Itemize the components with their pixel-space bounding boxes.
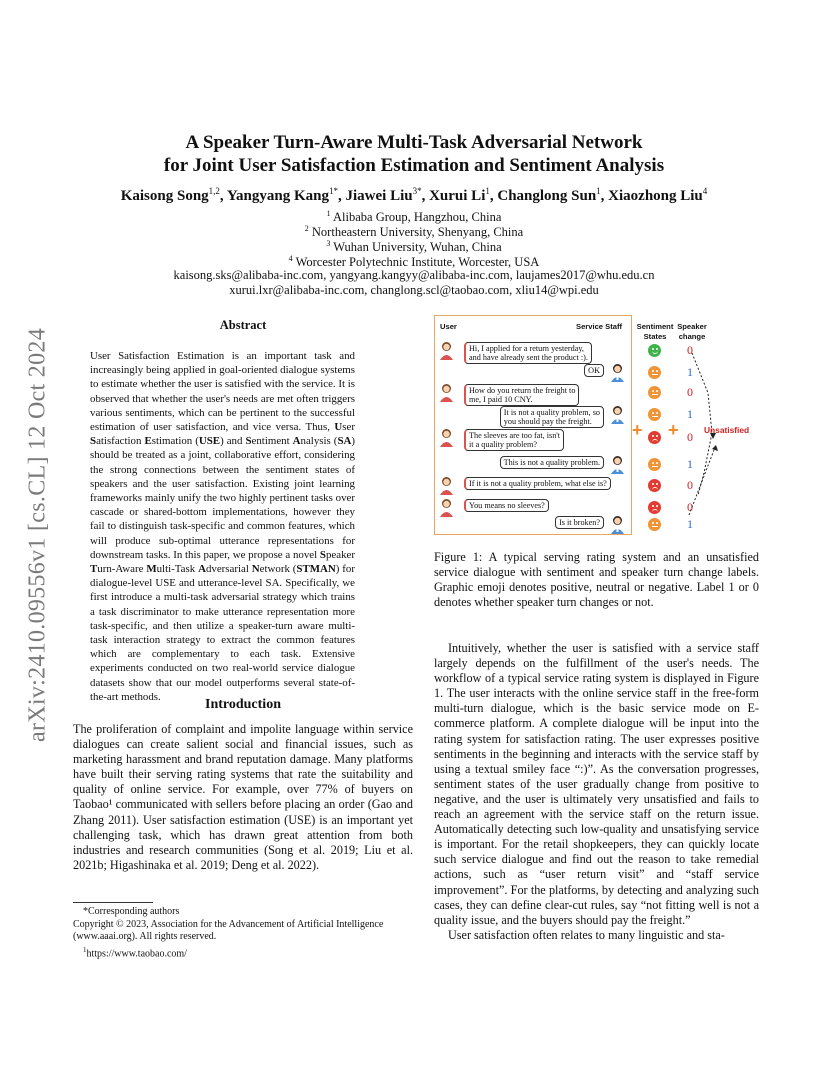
user-avatar-icon	[439, 476, 454, 495]
neutral-emoji-icon	[648, 458, 661, 471]
neutral-emoji-icon	[648, 386, 661, 399]
staff-avatar-icon	[610, 515, 625, 534]
speaker-change-value: 1	[687, 365, 693, 379]
unsatisfied-label: Unsatisfied	[704, 425, 750, 435]
sentiment-header: Sentiment States	[636, 322, 674, 341]
user-column-label: User	[440, 322, 457, 331]
footnote-rule	[73, 902, 153, 903]
emoji-mouth	[652, 350, 658, 354]
staff-message-bubble: OK	[584, 364, 604, 377]
plus-icon: +	[668, 420, 679, 440]
right-column-text: Intuitively, whether the user is satisfied with a service staff largely depends on the fulfillment of the user's needs. The workflow of a typical service rating system is displayed in Figure 1. The user interacts with the online service staff in the free-form multi-turn dialogue, which is the basic service mode on E-commerce platform. A complete dialogue will be input into the rating system for satisfaction rating. The user expresses positive sentiments in the beginning and interacts with the service staff by using a textual smiley face “:)”. As the conversation progresses, sentiment states of the user gradually change from positive to negative, and the user is ultimately very unsatisfied and fails to reach an agreement with the service staff on the return issue. Automatically detecting such low-quality and unsatisfying service is important. For the retail shopkeepers, they can quickly locate such service dialogue and find out the reason to take remedial actions, such as “user return visit” and “staff service improvement”. For the platforms, by detecting and analyzing such cases, they can define clear-cut rules, say “not fitting well is not a quality issue, and the buyers should pay the freight.” User satisfaction often relates to many linguistic and sta-	[434, 641, 759, 942]
emoji-mouth	[652, 526, 658, 527]
user-avatar-icon	[439, 428, 454, 447]
emails-line-1: kaisong.sks@alibaba-inc.com, yangyang.kangyy@alibaba-inc.com, laujames2017@whu.edu.cn	[173, 268, 655, 282]
user-avatar-icon	[439, 341, 454, 360]
user-message-bubble: If it is not a quality problem, what else is?	[464, 477, 611, 490]
user-message-bubble: The sleeves are too fat, isn't it a quality problem?	[464, 429, 564, 451]
footnote-url: $^1$https://www.taobao.com/	[83, 945, 187, 959]
staff-message-bubble: This is not a quality problem.	[500, 456, 604, 469]
introduction-heading: Introduction	[205, 697, 281, 712]
affiliation-2: $^2$ Northeastern University, Shenyang, China	[304, 224, 524, 240]
negative-emoji-icon	[648, 501, 661, 514]
speaker-change-value: 0	[687, 478, 693, 492]
neutral-emoji-icon	[648, 518, 661, 531]
speaker-change-value: 0	[687, 385, 693, 399]
speaker-change-value: 0	[687, 430, 693, 444]
neutral-emoji-icon	[648, 366, 661, 379]
paper-title	[0, 131, 828, 177]
author-list: Kaisong Song$^{1,2}$, Yangyang Kang$^{1*}$, Jiawei Liu$^{3*}$, Xurui Li$^1$, Changlong Sun$^1$, Xiaozhong Liu$^4$	[120, 186, 708, 204]
affiliation-4: $^4$ Worcester Polytechnic Institute, Worcester, USA	[288, 254, 540, 270]
emails-line-2: xurui.lxr@alibaba-inc.com, changlong.scl@taobao.com, xliu14@wpi.edu	[229, 283, 599, 297]
speaker-change-value: 1	[687, 407, 693, 421]
emoji-mouth	[652, 466, 658, 467]
emoji-mouth	[652, 487, 658, 491]
footnote-corresponding: *Corresponding authors	[83, 906, 180, 917]
staff-message-bubble: Is it broken?	[555, 516, 604, 529]
author-name: Xiaozhong Liu	[608, 188, 703, 204]
footnote-copyright: Copyright © 2023, Association for the Advancement of Artificial Intelligence (www.aaai.org). All rights reserved.	[73, 918, 384, 942]
speaker-change-value: 0	[687, 500, 693, 514]
emoji-mouth	[652, 394, 658, 395]
intro-paragraph: The proliferation of complaint and impolite language within service dialogues can create salient social and financial issues, such as marketing harassment and brand reputation damage. Many platforms have built their serving rating systems that rate the suitability and quality of online service. For example, over 77% of buyers on Taobao¹ communicated with sellers before placing an order (Gao and Zhang 2011). User satisfaction estimation (USE) is an important yet challenging task, which has drawn great attention from both industries and research communities (Song et al. 2019; Liu et al. 2021b; Higashinaka et al. 2019; Deng et al. 2022).	[73, 722, 413, 872]
affiliation-1: $^1$ Alibaba Group, Hangzhou, China	[326, 209, 502, 225]
user-message-bubble: You means no sleeves?	[464, 499, 549, 512]
author-name: Xurui Li	[429, 188, 486, 204]
positive-emoji-icon	[648, 344, 661, 357]
negative-emoji-icon	[648, 431, 661, 444]
figure-caption: Figure 1: A typical serving rating system and an unsatisfied service dialogue with sentiment and speaker turn change labels. Graphic emoji denotes positive, neutral or negative. Label 1 or 0 denotes whether speaker turn changes or not.	[434, 550, 759, 610]
abstract-text: User Satisfaction Estimation is an important task and increasingly being applied in goal-oriented dialogue systems to estimate whether the user is satisfied with the service. It is observed that whether the user's needs are met often triggers various sentiments, which can be pertinent to the successful estimation of user satisfaction, and vice versa. Thus, User Satisfaction Estimation (USE) and Sentiment Analysis (SA) should be treated as a joint, collaborative effort, considering the strong connections between the sentiment states of speakers and the user satisfaction. Existing joint learning frameworks mainly unify the two highly pertinent tasks over cascade or shared-bottom implementations, however they fail to distinguish task-specific and common features, which will produce sub-optimal utterance representations for downstream tasks. In this paper, we propose a novel Speaker Turn-Aware Multi-Task Adversarial Network (STMAN) for dialogue-level USE and utterance-level SA. Specifically, we first introduce a multi-task adversarial strategy which trains a task discriminator to make utterance representation more task-specific, and then utilize a speaker-turn aware multi-task interaction strategy to extract the common features which are complementary to each task. Extensive experiments conducted on two real-world service dialogue datasets show that our model outperforms several state-of-the-art methods.	[90, 350, 355, 703]
user-avatar-icon	[439, 383, 454, 402]
emoji-mouth	[652, 374, 658, 375]
author-affiliation-mark: 4	[702, 186, 708, 196]
speaker-change-header: Speaker change	[677, 322, 707, 341]
user-message-bubble: Hi, I applied for a return yesterday, and have already sent the product :).	[464, 342, 592, 364]
change-arrows	[682, 345, 722, 530]
affiliation-3: $^3$ Wuhan University, Wuhan, China	[326, 239, 502, 255]
author-name: Changlong Sun	[497, 188, 597, 204]
neutral-emoji-icon	[648, 408, 661, 421]
title-line-2: for Joint User Satisfaction Estimation and Sentiment Analysis	[163, 155, 665, 176]
author-name: Kaisong Song	[120, 188, 209, 204]
staff-avatar-icon	[610, 455, 625, 474]
author-affiliation-mark: 1	[485, 186, 490, 196]
arxiv-stamp: arXiv:2410.09556v1 [cs.CL] 12 Oct 2024	[24, 327, 51, 743]
user-message-bubble: How do you return the freight to me, I paid 10 CNY.	[464, 384, 579, 406]
plus-icon: +	[632, 420, 643, 440]
author-affiliation-mark: 1,2	[208, 186, 220, 196]
abstract-heading: Abstract	[219, 318, 267, 332]
footnotes	[73, 902, 413, 960]
author-affiliation-mark: 1*	[329, 186, 338, 196]
staff-column-label: Service Staff	[576, 322, 623, 331]
emoji-mouth	[652, 439, 658, 443]
author-name: Jiawei Liu	[345, 188, 413, 204]
negative-emoji-icon	[648, 479, 661, 492]
author-affiliation-mark: 1	[596, 186, 601, 196]
emoji-mouth	[652, 416, 658, 417]
author-name: Yangyang Kang	[226, 188, 329, 204]
speaker-change-value: 0	[687, 343, 693, 357]
staff-avatar-icon	[610, 405, 625, 424]
user-avatar-icon	[439, 498, 454, 517]
figure-1	[434, 315, 759, 535]
author-affiliation-mark: 3*	[412, 186, 422, 196]
title-line-1: A Speaker Turn-Aware Multi-Task Adversarial Network	[185, 132, 643, 153]
staff-message-bubble: It is not a quality problem, so you should pay the freight.	[500, 406, 604, 428]
staff-avatar-icon	[610, 363, 625, 382]
speaker-change-value: 1	[687, 457, 693, 471]
emoji-mouth	[652, 509, 658, 513]
speaker-change-value: 1	[687, 517, 693, 531]
